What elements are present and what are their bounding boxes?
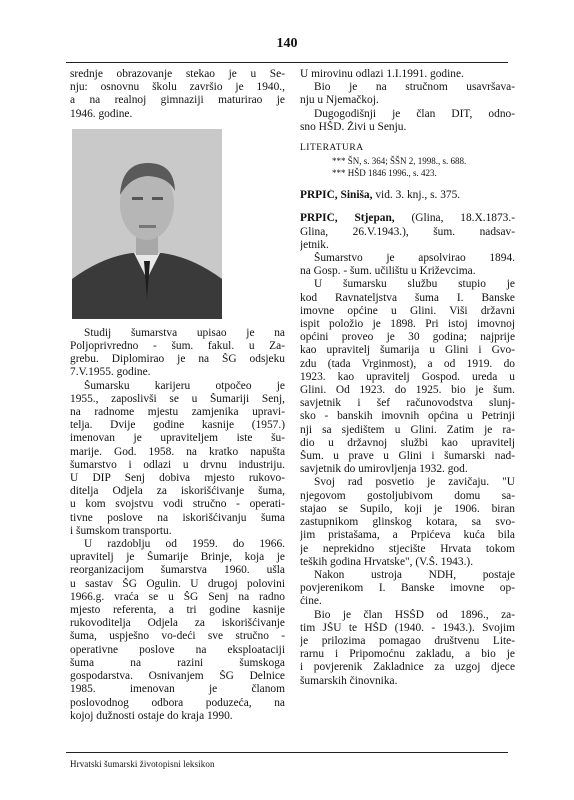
text-line: Studij šumarstva upisao je na bbox=[84, 326, 285, 339]
text-line: kao upravitelj šumarija u Glini i Gvo- bbox=[300, 344, 515, 357]
text-line: 1955., zaposlivši se u Šumariji Senj, bbox=[70, 392, 285, 405]
text-line: nju u Njemačkoj. bbox=[300, 94, 379, 107]
text-line: u kom svojstvu vodi stručno - operati- bbox=[70, 498, 285, 511]
text-line: Bio je član HSŠD od 1896., za- bbox=[314, 608, 515, 621]
text-line: njegovom gostoljubivom domu sa- bbox=[300, 489, 515, 502]
cross-reference: vid. 3. knj., s. 375. bbox=[372, 189, 461, 202]
text-line: Poljoprivredno - šum. fakul. u Za- bbox=[70, 340, 285, 353]
text-line: mjesto referenta, a tri godine kasnije bbox=[70, 604, 285, 617]
right-column bbox=[300, 68, 515, 688]
text-line: 1966.g. vraća se u ŠG Senj na radno bbox=[70, 590, 285, 603]
text-line: Glina, 26.V.1943.), šum. nadsav- bbox=[300, 225, 515, 238]
page-number: 140 bbox=[276, 36, 298, 51]
text-line: gospodarstva. Osnivanjem ŠG Delnice bbox=[70, 670, 285, 683]
text-line: Glini. Od 1923. do 1925. bio je šum. bbox=[300, 384, 515, 397]
text-line: općini proveo je 30 godina; najprije bbox=[300, 331, 515, 344]
text-line: nji sa sjedištem u Glini. Zatim je ra- bbox=[300, 423, 515, 436]
text-line: teških godina Hrvatske", (V.Š. 1943.). bbox=[300, 555, 474, 568]
portrait-figure bbox=[72, 129, 222, 319]
text-line: šuma na razini šumskoga bbox=[70, 656, 285, 669]
text-line: šumarskih činovnika. bbox=[300, 674, 398, 687]
text-line: ispit položio je 1898. Pri istoj imovnoj bbox=[300, 318, 515, 331]
text-line: jetnik. bbox=[300, 238, 329, 251]
text-line: a na realnoj gimnaziji maturirao je bbox=[70, 94, 285, 107]
entry-prpic-stjepan-head bbox=[300, 212, 515, 225]
text-line: kojoj dužnosti ostaje do kraja 1990. bbox=[70, 709, 233, 722]
text-line: Šum. u prave u Glini i šumarski nad- bbox=[300, 450, 515, 463]
text-line: nju: osnovnu školu završio je 1940., bbox=[70, 81, 285, 94]
entry-continuation bbox=[70, 68, 285, 121]
text-line: zdu (tada Vrginmost), a od 1919. do bbox=[300, 357, 515, 370]
text-line: 1985. imenovan je članom bbox=[70, 683, 285, 696]
text-line: reorganizacijom šumarstva 1960. ušla bbox=[70, 564, 285, 577]
text-line: 7.V.1955. godine. bbox=[70, 366, 151, 379]
left-column bbox=[70, 68, 285, 723]
text-line: je neprekidno stjecište Hrvata tokom bbox=[300, 542, 515, 555]
portrait-photo bbox=[72, 129, 222, 319]
text-line: jim pristašama, a Prpićeva kuća bila bbox=[300, 529, 515, 542]
literatura-item: *** ŠN, s. 364; ŠŠN 2, 1998., s. 688. bbox=[332, 156, 467, 167]
text-line: šuma, uspješno vo-deći sve stručno - bbox=[70, 630, 285, 643]
entry-prpic-sinisa bbox=[300, 189, 515, 202]
text-line: Šumarstvo je apsolvirao 1894. bbox=[314, 252, 515, 265]
text-line: rukovoditelja Odjela za iskorišćivanje bbox=[70, 617, 285, 630]
text-line: U razdoblju od 1959. do 1966. bbox=[84, 538, 285, 551]
text-line: tim JŠU te HŠD (1940. - 1943.). Svojim bbox=[300, 621, 515, 634]
text-line: i povjerenik Zakladnice za uzgoj djece bbox=[300, 661, 515, 674]
text-line: rarnu i Pripomoćnu zakladu, a bio je bbox=[300, 648, 515, 661]
text-line: imenovan je upraviteljem iste šu- bbox=[70, 432, 285, 445]
literatura-item: *** HŠD 1846 1996., s. 423. bbox=[332, 168, 437, 179]
text-line: ćine. bbox=[300, 595, 322, 608]
text-line: na Gosp. - šum. učilištu u Križevcima. bbox=[300, 265, 476, 278]
entry-continuation-right bbox=[300, 68, 515, 134]
text-line: Šumarsku karijeru otpočeo je bbox=[84, 379, 285, 392]
entry-body bbox=[70, 327, 285, 723]
entry-dates: (Glina, 18.X.1873.- bbox=[394, 212, 515, 225]
text-line: sko - banskih imovnih općina u Petrinji bbox=[300, 410, 515, 423]
text-line: imovne općine u Glini. Viši državni bbox=[300, 304, 515, 317]
text-line: 1923. kao upravitelj Gospod. ureda u bbox=[300, 370, 515, 383]
literatura-list bbox=[300, 155, 515, 179]
header-rule bbox=[66, 62, 508, 63]
entry-prpic-stjepan-body bbox=[300, 226, 515, 688]
text-line: U mirovinu odlazi 1.I.1991. godine. bbox=[300, 68, 464, 80]
text-line: U DIP Senj dobiva mjesto rukovo- bbox=[70, 472, 285, 485]
text-line: sno HŠD. Živi u Senju. bbox=[300, 120, 407, 133]
text-line: upravitelj je Šumarije Brinje, koja je bbox=[70, 551, 285, 564]
text-line: dio u državnoj službi kao upravitelj bbox=[300, 436, 515, 449]
text-line: ditelja Odjela za iskorišćivanje šuma, bbox=[70, 485, 285, 498]
text-line: je prilozima pomagao društvenu Lite- bbox=[300, 634, 515, 647]
text-line: i šumskom transportu. bbox=[70, 524, 172, 537]
text-line: savjetnik do umirovljenja 1932. god. bbox=[300, 463, 468, 476]
text-line: tivne poslove na iskorišćivanju šuma bbox=[70, 511, 285, 524]
footer-rule bbox=[66, 752, 508, 753]
headword: PRPIĆ, Siniša, bbox=[300, 189, 373, 202]
text-line: šumarstvo i odlazi u drvnu industriju. bbox=[70, 458, 285, 471]
text-line: povjerenikom I. Banske imovne op- bbox=[300, 582, 515, 595]
literatura-heading: LITERATURA bbox=[300, 143, 364, 154]
footer-title: Hrvatski šumarski životopisni leksikon bbox=[70, 759, 215, 769]
text-line: savjetnik i šef računovodstva slunj- bbox=[300, 397, 515, 410]
text-line: grebu. Diplomirao je na ŠG odsjeku bbox=[70, 353, 285, 366]
text-line: Bio je na stručnom usavršava- bbox=[314, 81, 515, 94]
text-line: na radnome mjestu zamjenika upravi- bbox=[70, 406, 285, 419]
text-line: U šumarsku službu stupio je bbox=[314, 278, 515, 291]
text-line: poslovodnog odbora poduzeća, na bbox=[70, 696, 285, 709]
text-line: stajao se Supilo, koji je 1906. biran bbox=[300, 502, 515, 515]
text-line: telja. Dvije godine kasnije (1957.) bbox=[70, 419, 285, 432]
text-line: kod Ravnateljstva šuma I. Banske bbox=[300, 291, 515, 304]
text-line: Nakon ustroja NDH, postaje bbox=[314, 568, 515, 581]
text-line: zastupnikom glinskog kotara, sa svo- bbox=[300, 516, 515, 529]
text-line: Svoj rad posvetio je zavičaju. "U bbox=[314, 476, 515, 489]
headword: PRPIĆ, Stjepan, bbox=[300, 212, 395, 225]
text-line: srednje obrazovanje stekao je u Se- bbox=[70, 68, 285, 80]
text-line: 1946. godine. bbox=[70, 107, 133, 120]
text-line: marije. God. 1958. na kratko napušta bbox=[70, 445, 285, 458]
text-line: u sastav ŠG Ogulin. U drugoj polovini bbox=[70, 577, 285, 590]
text-line: operativne poslove na eksploataciji bbox=[70, 643, 285, 656]
text-line: Dugogodišnji je član DIT, odno- bbox=[314, 107, 515, 120]
